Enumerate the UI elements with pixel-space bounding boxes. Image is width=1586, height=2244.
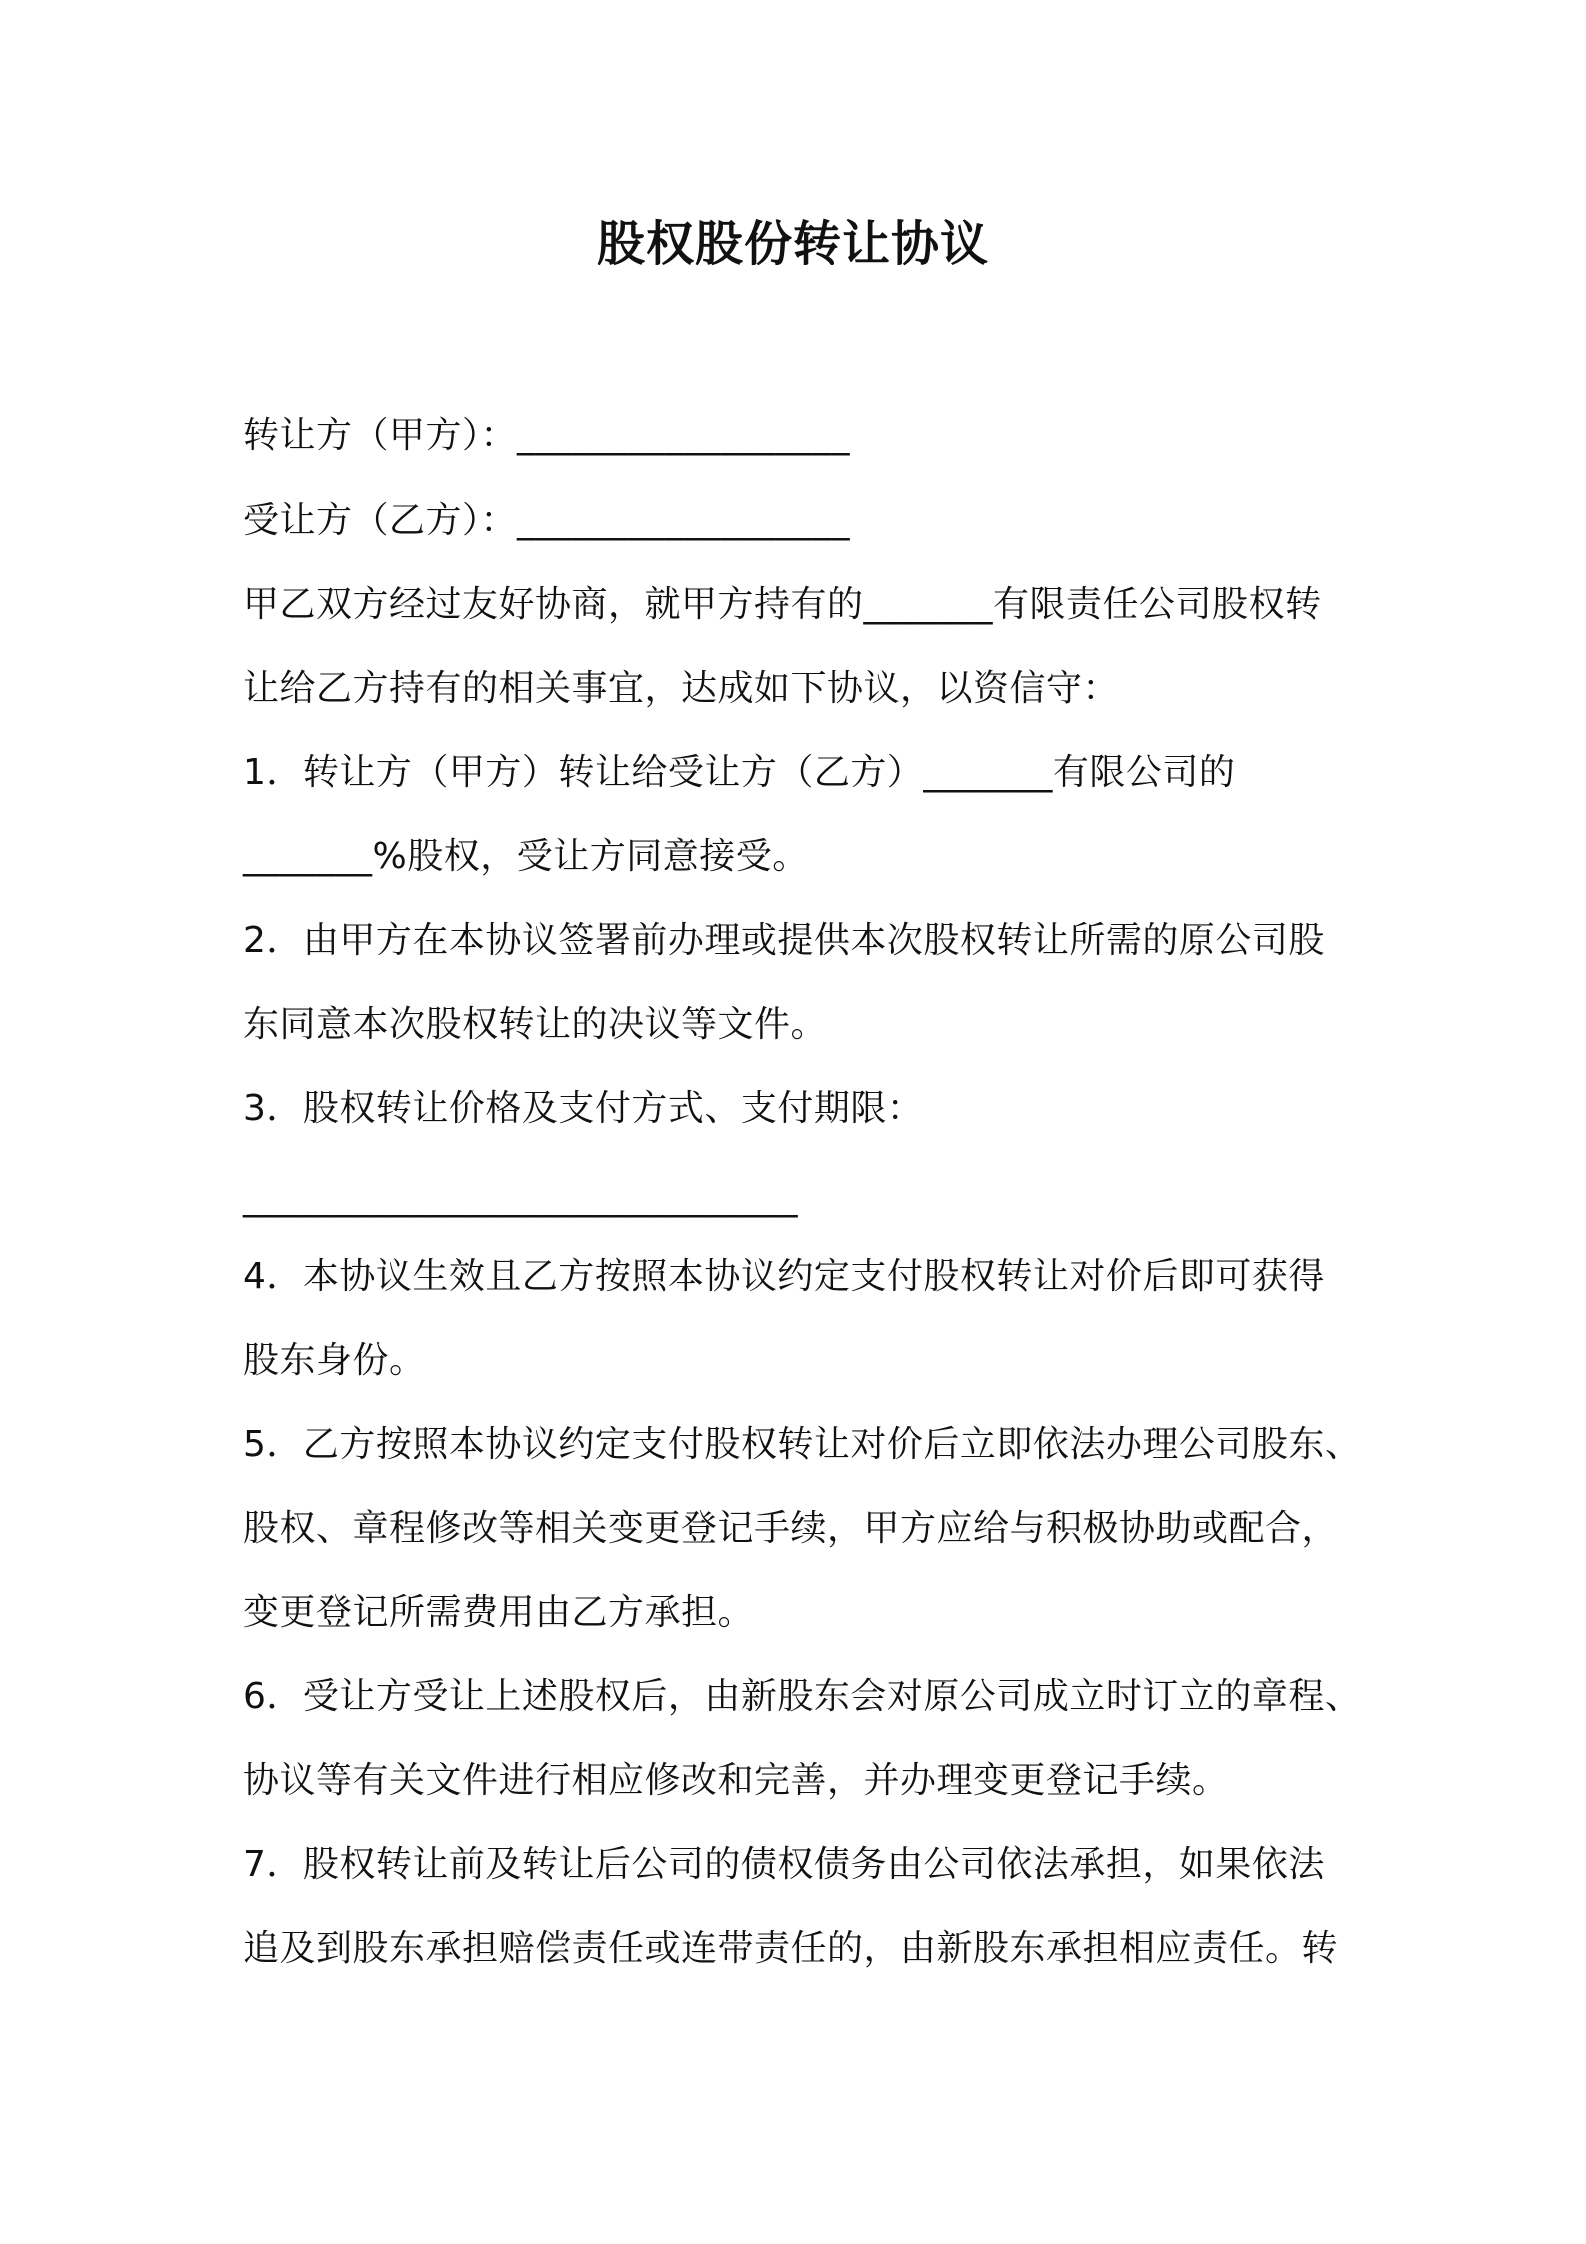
clause-7-line-1: 7．股权转让前及转让后公司的债权债务由公司依法承担，如果依法 — [243, 1844, 1325, 1885]
document-title: 股权股份转让协议 — [596, 216, 989, 272]
clause-6-line-2: 协议等有关文件进行相应修改和完善，并办理变更登记手续。 — [243, 1760, 1229, 1801]
clause-1-line-1: 1．转让方（甲方）转让给受让方（乙方）_______有限公司的 — [243, 752, 1236, 793]
intro-line-2: 让给乙方持有的相关事宜，达成如下协议，以资信守： — [243, 668, 1120, 709]
transferor-line: 转让方（甲方）：__________________ — [243, 415, 851, 456]
clause-7-line-2: 追及到股东承担赔偿责任或连带责任的，由新股东承担相应责任。转 — [243, 1928, 1339, 1969]
clause-3-line-1: 3．股权转让价格及支付方式、支付期限： — [243, 1088, 924, 1129]
clause-5-line-1: 5．乙方按照本协议约定支付股权转让对价后立即依法办理公司股东、 — [243, 1424, 1362, 1465]
clause-5-line-3: 变更登记所需费用由乙方承担。 — [243, 1592, 755, 1633]
clause-1-line-2: _______%股权，受让方同意接受。 — [243, 836, 809, 877]
clause-3-blank-line: ______________________________ — [243, 1177, 798, 1218]
clause-4-line-2: 股东身份。 — [243, 1340, 426, 1381]
clause-4-line-1: 4．本协议生效且乙方按照本协议约定支付股权转让对价后即可获得 — [243, 1256, 1325, 1297]
clause-2-line-2: 东同意本次股权转让的决议等文件。 — [243, 1004, 828, 1045]
transferee-line: 受让方（乙方）：__________________ — [243, 500, 851, 541]
intro-line-1: 甲乙双方经过友好协商，就甲方持有的_______有限责任公司股权转 — [243, 584, 1322, 625]
clause-5-line-2: 股权、章程修改等相关变更登记手续，甲方应给与积极协助或配合， — [243, 1508, 1339, 1549]
clause-6-line-1: 6．受让方受让上述股权后，由新股东会对原公司成立时订立的章程、 — [243, 1676, 1362, 1717]
clause-2-line-1: 2．由甲方在本协议签署前办理或提供本次股权转让所需的原公司股 — [243, 920, 1325, 961]
